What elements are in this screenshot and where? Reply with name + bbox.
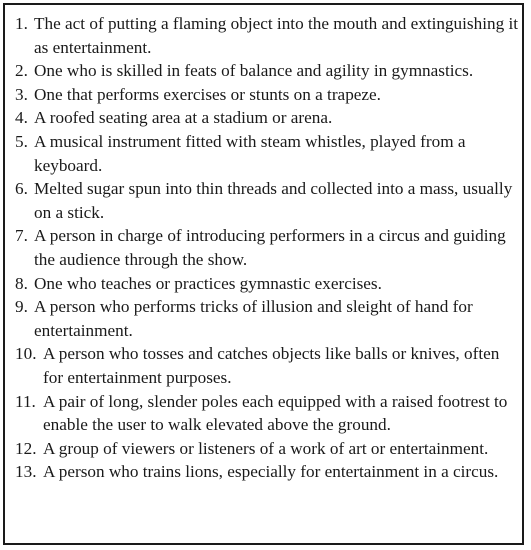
clue-text: One who teaches or practices gymnastic exercises. xyxy=(34,273,382,293)
clue-number: 9. xyxy=(15,297,28,317)
clue-number: 6. xyxy=(15,179,28,199)
clue-item xyxy=(15,83,523,107)
clue-number: 13. xyxy=(15,462,37,482)
clue-box xyxy=(3,3,524,545)
clue-text: A musical instrument fitted with steam whistles, played from a keyboard. xyxy=(34,131,466,175)
clue-text: A roofed seating area at a stadium or arena. xyxy=(34,108,333,128)
clue-number: 4. xyxy=(15,108,28,128)
clue-list xyxy=(15,12,523,484)
clue-text: A person in charge of introducing performers in a circus and guiding the audience through the show. xyxy=(34,226,506,269)
clue-item xyxy=(15,106,523,130)
clue-item xyxy=(15,342,523,389)
clue-text: The act of putting a flaming object into the mouth and extinguishing it as entertainment. xyxy=(34,14,519,57)
clue-item xyxy=(15,460,523,484)
clue-number: 12. xyxy=(15,438,37,458)
clue-item xyxy=(15,224,523,271)
clue-text: A pair of long, slender poles each equipped with a raised footrest to enable the user to walk elevated above the ground. xyxy=(43,391,508,435)
clue-text: A person who trains lions, especially for entertainment in a circus. xyxy=(43,462,499,482)
clue-item xyxy=(15,59,523,83)
clue-number: 10. xyxy=(15,344,37,364)
clue-item xyxy=(15,437,523,461)
clue-text: Melted sugar spun into thin threads and collected into a mass, usually on a stick. xyxy=(34,179,513,222)
clue-item xyxy=(15,272,523,296)
clue-number: 1. xyxy=(15,14,28,33)
clue-number: 11. xyxy=(15,391,36,411)
clue-item xyxy=(15,177,523,224)
clue-text: One who is skilled in feats of balance and agility in gymnastics. xyxy=(34,61,474,81)
clue-number: 2. xyxy=(15,61,28,81)
clue-text: A person who tosses and catches objects like balls or knives, often for entertainment purposes. xyxy=(43,344,500,387)
clue-text: A person who performs tricks of illusion and sleight of hand for entertainment. xyxy=(34,297,473,340)
clue-item xyxy=(15,390,523,437)
clue-item xyxy=(15,12,523,59)
clue-text: One that performs exercises or stunts on a trapeze. xyxy=(34,84,381,104)
clue-number: 3. xyxy=(15,84,28,104)
clue-item xyxy=(15,295,523,342)
clue-number: 5. xyxy=(15,131,28,151)
clue-item xyxy=(15,130,523,177)
clue-text: A group of viewers or listeners of a work of art or entertainment. xyxy=(43,438,489,458)
clue-number: 7. xyxy=(15,226,28,246)
clue-number: 8. xyxy=(15,273,28,293)
